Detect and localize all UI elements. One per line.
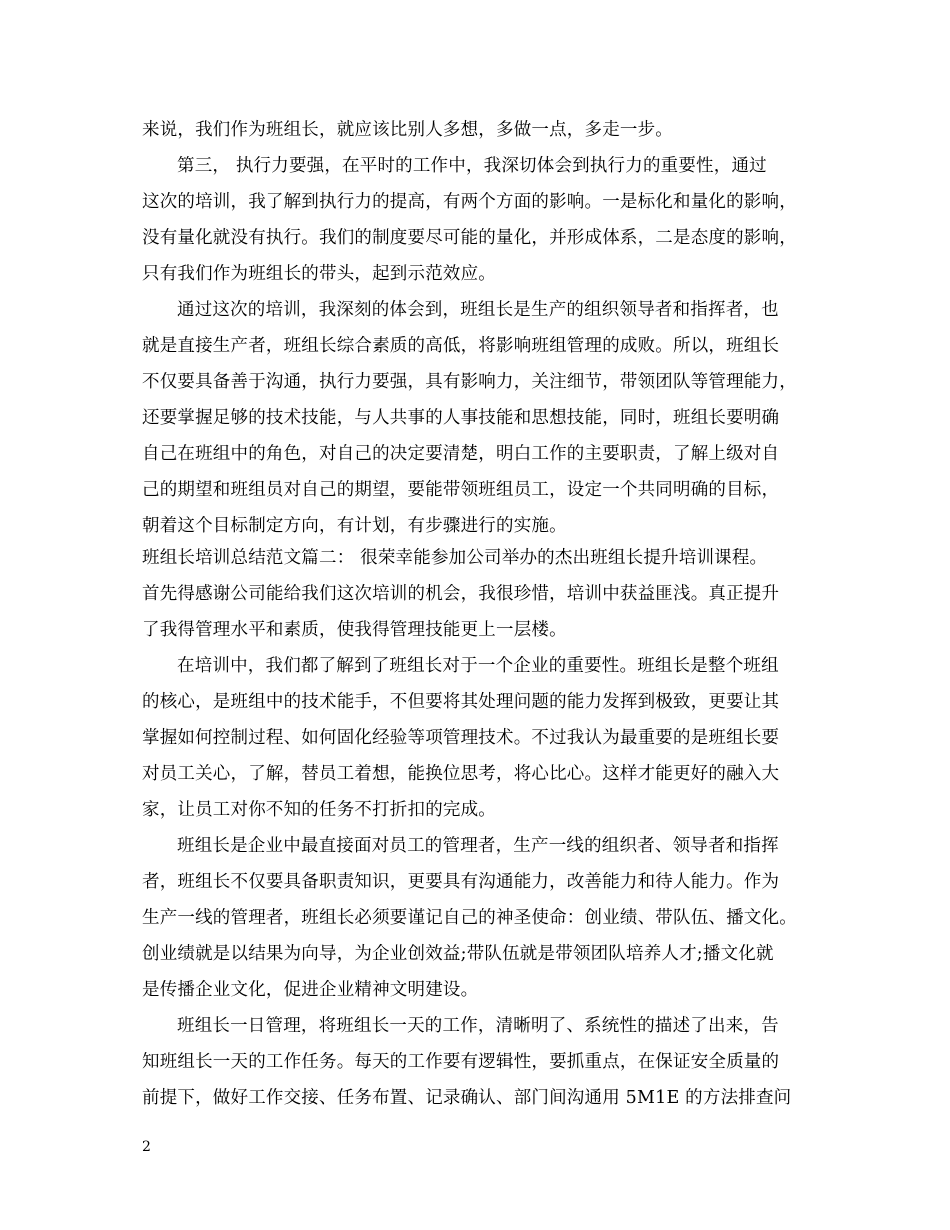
text-line: 只有我们作为班组长的带头，起到示范效应。 <box>142 264 496 284</box>
text-line: 前提下，做好工作交接、任务布置、记录确认、部门间沟通用 5M1E 的方法排查问 <box>142 1088 792 1108</box>
text-line: 班组长一日管理，将班组长一天的工作，清晰明了、系统性的描述了出来，告 <box>177 1016 779 1036</box>
text-line: 了我得管理水平和素质，使我得管理技能更上一层楼。 <box>142 620 567 640</box>
text-line: 知班组长一天的工作任务。每天的工作要有逻辑性，要抓重点，在保证安全质量的 <box>142 1052 780 1072</box>
text-line: 没有量化就没有执行。我们的制度要尽可能的量化，并形成体系，二是态度的影响， <box>142 228 797 248</box>
text-line: 还要掌握足够的技术技能，与人共事的人事技能和思想技能，同时，班组长要明确 <box>142 408 780 428</box>
text-line: 的核心，是班组中的技术能手，不但要将其处理问题的能力发挥到极致，更要让其 <box>142 692 780 712</box>
text-line: 就是直接生产者，班组长综合素质的高低，将影响班组管理的成败。所以，班组长 <box>142 336 780 356</box>
text-line: 者，班组长不仅要具备职责知识，更要具有沟通能力，改善能力和待人能力。作为 <box>142 872 780 892</box>
text-line: 家，让员工对你不知的任务不打折扣的完成。 <box>142 800 496 820</box>
text-line: 朝着这个目标制定方向，有计划，有步骤进行的实施。 <box>142 516 567 536</box>
page-number: 2 <box>142 1139 151 1155</box>
text-line: 这次的培训，我了解到执行力的提高，有两个方面的影响。一是标化和量化的影响， <box>142 192 797 212</box>
text-line: 班组长是企业中最直接面对员工的管理者，生产一线的组织者、领导者和指挥 <box>177 836 779 856</box>
text-line: 生产一线的管理者，班组长必须要谨记自己的神圣使命：创业绩、带队伍、播文化。 <box>142 908 797 928</box>
text-line: 第三， 执行力要强，在平时的工作中，我深切体会到执行力的重要性，通过 <box>177 156 767 176</box>
text-line: 不仅要具备善于沟通，执行力要强，具有影响力，关注细节，带领团队等管理能力， <box>142 372 797 392</box>
text-line: 掌握如何控制过程、如何固化经验等项管理技术。不过我认为最重要的是班组长要 <box>142 728 780 748</box>
text-line: 自己在班组中的角色，对自己的决定要清楚，明白工作的主要职责，了解上级对自 <box>142 444 780 464</box>
text-line: 对员工关心，了解，替员工着想，能换位思考，将心比心。这样才能更好的融入大 <box>142 764 780 784</box>
text-line: 是传播企业文化，促进企业精神文明建设。 <box>142 980 479 1000</box>
text-line: 在培训中，我们都了解到了班组长对于一个企业的重要性。班组长是整个班组 <box>177 656 779 676</box>
text-line: 首先得感谢公司能给我们这次培训的机会，我很珍惜，培训中获益匪浅。真正提升 <box>142 584 780 604</box>
section-heading-line: 班组长培训总结范文篇二： 很荣幸能参加公司举办的杰出班组长提升培训课程。 <box>142 548 768 568</box>
text-line: 创业绩就是以结果为向导，为企业创效益;带队伍就是带领团队培养人才;播文化就 <box>142 944 774 964</box>
text-line: 通过这次的培训，我深刻的体会到，班组长是生产的组织领导者和指挥者，也 <box>177 300 779 320</box>
text-line: 己的期望和班组员对自己的期望，要能带领班组员工，设定一个共同明确的目标， <box>142 480 780 500</box>
text-line: 来说，我们作为班组长，就应该比别人多想，多做一点，多走一步。 <box>142 120 673 140</box>
